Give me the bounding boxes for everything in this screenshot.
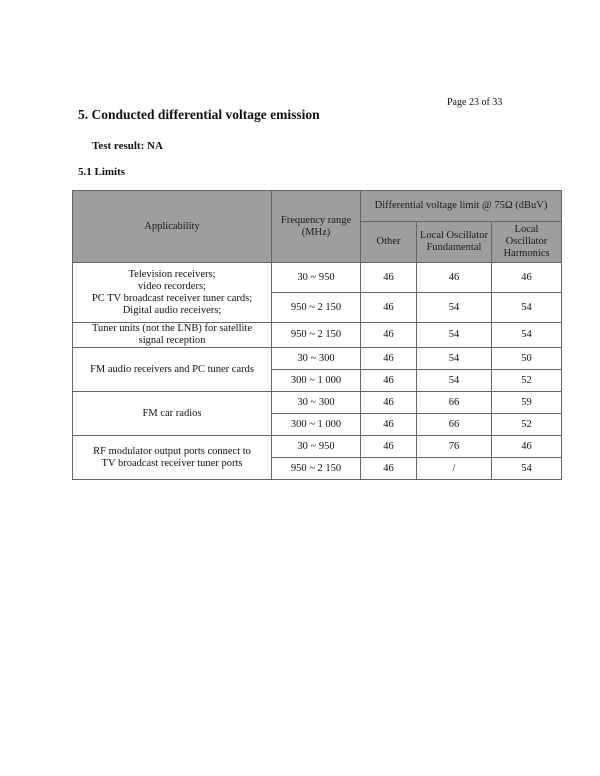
applicability-line: Digital audio receivers; (122, 304, 222, 316)
test-result: Test result: NA (92, 140, 163, 152)
fundamental-limit-cell: 66 (417, 414, 492, 436)
harmonics-limit-cell: 50 (492, 348, 562, 370)
frequency-cell: 950 ~ 2 150 (272, 293, 361, 323)
other-limit-cell: 46 (361, 293, 417, 323)
fundamental-limit-cell: 54 (417, 293, 492, 323)
header-lo-harmonics: Local Oscillator Harmonics (492, 222, 562, 263)
other-limit-cell: 46 (361, 263, 417, 293)
header-lo-fundamental: Local Oscillator Fundamental (417, 222, 492, 263)
frequency-cell: 30 ~ 950 (272, 263, 361, 293)
frequency-cell: 30 ~ 950 (272, 436, 361, 458)
applicability-line: Tuner units (not the LNB) for satellite (91, 323, 252, 334)
applicability-line: video recorders; (138, 280, 206, 292)
applicability-line: FM car radios (142, 407, 202, 419)
harmonics-limit-cell: 46 (492, 436, 562, 458)
applicability-cell (73, 263, 272, 323)
subsection-title: 5.1 Limits (78, 166, 126, 178)
table-row (73, 436, 562, 458)
limits-table (72, 190, 562, 480)
table-row (73, 263, 562, 293)
section-title: 5. Conducted differential voltage emission (78, 107, 320, 122)
other-limit-cell: 46 (361, 370, 417, 392)
applicability-cell (73, 392, 272, 436)
page-number: Page 23 of 33 (447, 97, 503, 108)
applicability-line: PC TV broadcast receiver tuner cards; (91, 292, 253, 304)
frequency-cell: 300 ~ 1 000 (272, 370, 361, 392)
fundamental-limit-cell: 54 (417, 323, 492, 348)
applicability-cell (73, 348, 272, 392)
applicability-line: RF modulator output ports connect to (93, 445, 251, 457)
fundamental-limit-cell: 66 (417, 392, 492, 414)
header-frequency-range: Frequency range (MHz) (272, 191, 361, 263)
harmonics-limit-cell: 54 (492, 458, 562, 480)
frequency-cell: 30 ~ 300 (272, 348, 361, 370)
header-limit-group: Differential voltage limit @ 75Ω (dBuV) (361, 191, 562, 222)
fundamental-limit-cell: 54 (417, 348, 492, 370)
applicability-line: Television receivers; (128, 268, 216, 280)
harmonics-limit-cell: 59 (492, 392, 562, 414)
table-row (73, 392, 562, 414)
table-row (73, 323, 562, 348)
harmonics-limit-cell: 52 (492, 414, 562, 436)
table-row (73, 348, 562, 370)
fundamental-limit-cell: 76 (417, 436, 492, 458)
applicability-cell (73, 323, 272, 348)
harmonics-limit-cell: 54 (492, 293, 562, 323)
header-other: Other (361, 222, 417, 263)
other-limit-cell: 46 (361, 348, 417, 370)
applicability-line: FM audio receivers and PC tuner cards (90, 363, 254, 375)
fundamental-limit-cell: / (417, 458, 492, 480)
fundamental-limit-cell: 54 (417, 370, 492, 392)
applicability-line: TV broadcast receiver tuner ports (101, 457, 243, 469)
frequency-cell: 950 ~ 2 150 (272, 458, 361, 480)
other-limit-cell: 46 (361, 323, 417, 348)
other-limit-cell: 46 (361, 392, 417, 414)
harmonics-limit-cell: 52 (492, 370, 562, 392)
frequency-cell: 950 ~ 2 150 (272, 323, 361, 348)
applicability-cell (73, 436, 272, 480)
harmonics-limit-cell: 54 (492, 323, 562, 348)
other-limit-cell: 46 (361, 414, 417, 436)
frequency-cell: 300 ~ 1 000 (272, 414, 361, 436)
other-limit-cell: 46 (361, 436, 417, 458)
header-applicability: Applicability (73, 191, 272, 263)
harmonics-limit-cell: 46 (492, 263, 562, 293)
other-limit-cell: 46 (361, 458, 417, 480)
applicability-line: signal reception (138, 335, 206, 346)
frequency-cell: 30 ~ 300 (272, 392, 361, 414)
fundamental-limit-cell: 46 (417, 263, 492, 293)
